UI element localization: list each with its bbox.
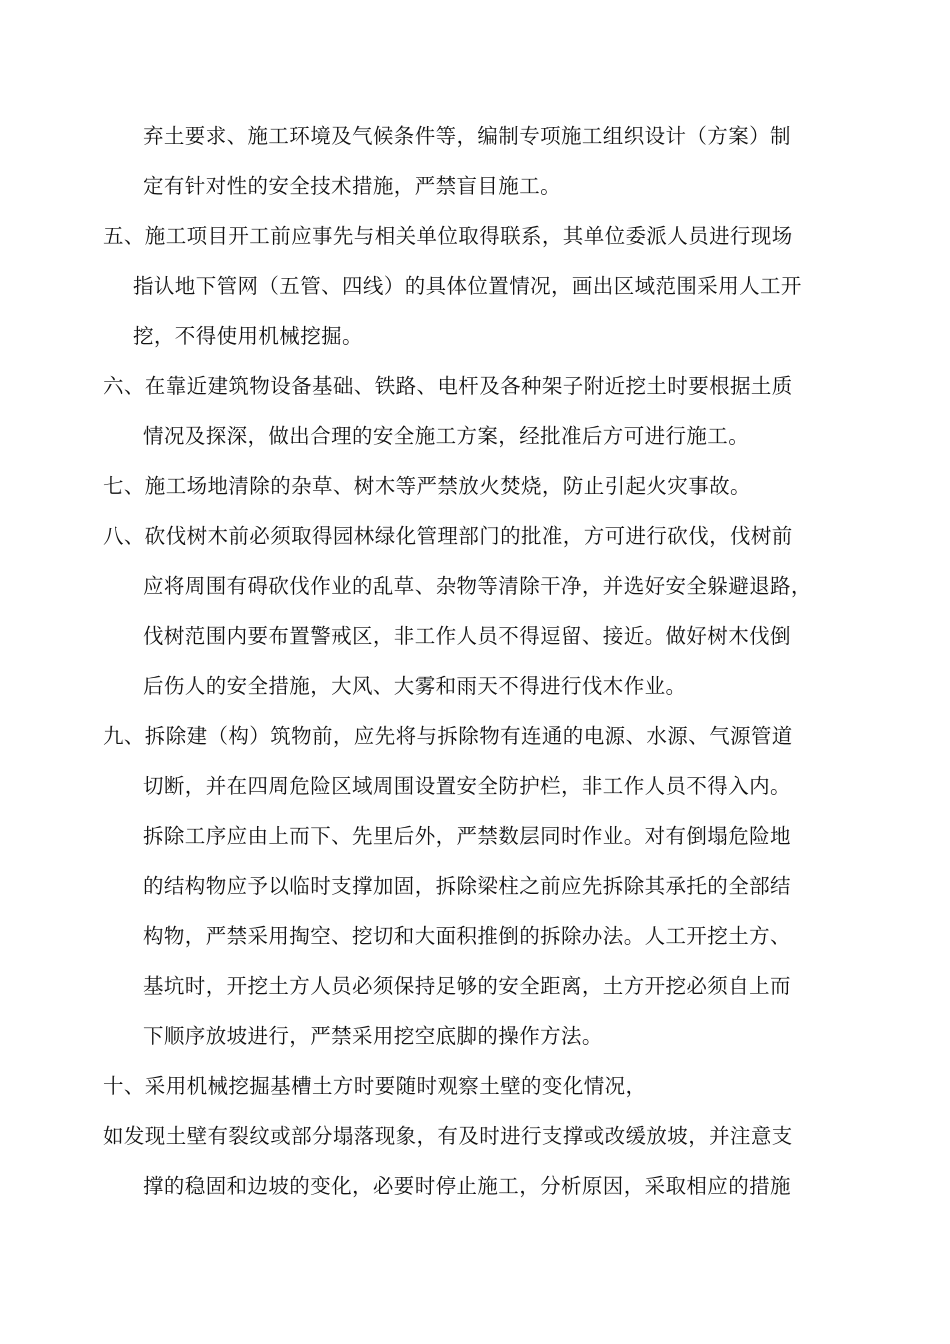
text-line-2: 定有针对性的安全技术措施，严禁盲目施工。 bbox=[143, 174, 561, 198]
text-line-5: 挖，不得使用机械挖掘。 bbox=[133, 324, 363, 348]
text-line-6: 六、在靠近建筑物设备基础、铁路、电杆及各种架子附近挖土时要根据土质 bbox=[103, 374, 793, 398]
text-line-11: 伐树范围内要布置警戒区，非工作人员不得逗留、接近。做好树木伐倒 bbox=[143, 624, 791, 648]
text-line-15: 拆除工序应由上而下、先里后外，严禁数层同时作业。对有倒塌危险地 bbox=[143, 824, 791, 848]
text-line-10: 应将周围有碍砍伐作业的乱草、杂物等清除干净，并选好安全躲避退路， bbox=[143, 574, 812, 598]
text-line-16: 的结构物应予以临时支撑加固，拆除梁柱之前应先拆除其承托的全部结 bbox=[143, 874, 791, 898]
text-line-21: 如发现土壁有裂纹或部分塌落现象，有及时进行支撑或改缓放坡，并注意支 bbox=[103, 1124, 793, 1148]
text-line-18: 基坑时，开挖土方人员必须保持足够的安全距离，土方开挖必须自上而 bbox=[143, 974, 791, 998]
text-line-20: 十、采用机械挖掘基槽土方时要随时观察土壁的变化情况， bbox=[103, 1074, 647, 1098]
text-line-8: 七、施工场地清除的杂草、树木等严禁放火焚烧，防止引起火灾事故。 bbox=[103, 474, 751, 498]
text-line-9: 八、砍伐树木前必须取得园林绿化管理部门的批准，方可进行砍伐，伐树前 bbox=[103, 524, 793, 548]
text-line-14: 切断，并在四周危险区域周围设置安全防护栏，非工作人员不得入内。 bbox=[143, 774, 791, 798]
text-line-3: 五、施工项目开工前应事先与相关单位取得联系，其单位委派人员进行现场 bbox=[103, 224, 793, 248]
text-line-13: 九、拆除建（构）筑物前，应先将与拆除物有连通的电源、水源、气源管道 bbox=[103, 724, 793, 748]
text-line-22: 撑的稳固和边坡的变化，必要时停止施工，分析原因，采取相应的措施 bbox=[143, 1174, 791, 1198]
text-line-17: 构物，严禁采用掏空、挖切和大面积推倒的拆除办法。人工开挖土方、 bbox=[143, 924, 791, 948]
text-line-7: 情况及探深，做出合理的安全施工方案，经批准后方可进行施工。 bbox=[143, 424, 750, 448]
text-line-1: 弃土要求、施工环境及气候条件等，编制专项施工组织设计（方案）制 bbox=[143, 124, 791, 148]
text-line-12: 后伤人的安全措施，大风、大雾和雨天不得进行伐木作业。 bbox=[143, 674, 687, 698]
text-line-19: 下顺序放坡进行，严禁采用挖空底脚的操作方法。 bbox=[143, 1024, 603, 1048]
text-line-4: 指认地下管网（五管、四线）的具体位置情况，画出区域范围采用人工开 bbox=[133, 274, 802, 298]
